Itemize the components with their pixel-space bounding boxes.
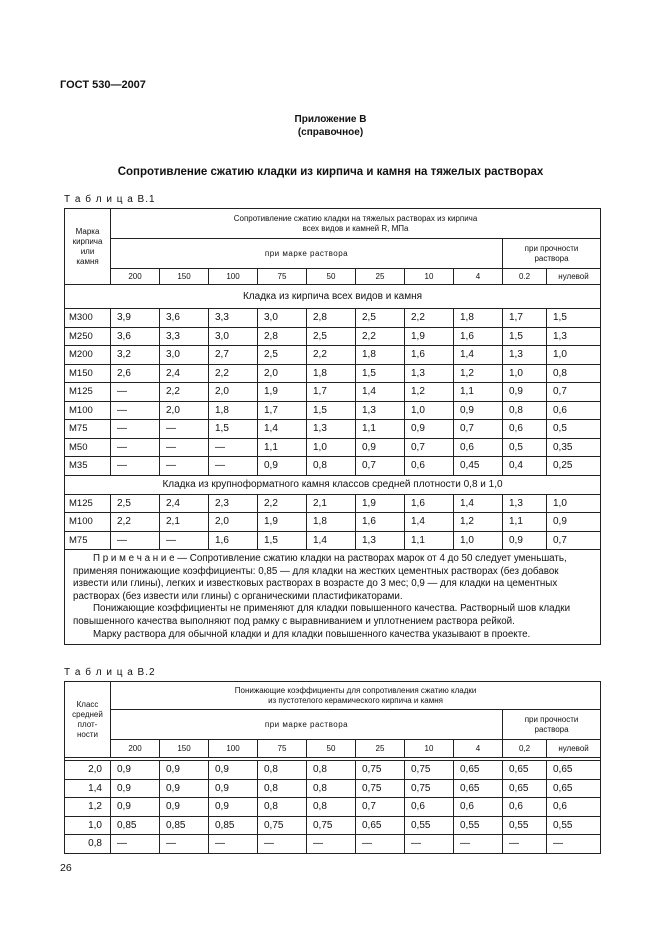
table-cell: 0,9 <box>258 457 307 476</box>
table-cell: 1,3 <box>503 346 547 365</box>
row-label: 1,4 <box>65 779 111 798</box>
table-cell: — <box>111 383 160 402</box>
table-cell: 2,2 <box>160 383 209 402</box>
table-cell: — <box>307 835 356 854</box>
table-cell: 2,2 <box>307 346 356 365</box>
row-label: М50 <box>65 438 111 457</box>
table-cell: 0,8 <box>307 457 356 476</box>
table-cell: 0,4 <box>503 457 547 476</box>
table-cell: 0,5 <box>503 438 547 457</box>
table-cell: 2,0 <box>209 513 258 532</box>
table-cell: 1,5 <box>547 309 601 328</box>
table-cell: 2,5 <box>307 327 356 346</box>
table-cell: 2,2 <box>209 364 258 383</box>
section-title: Сопротивление сжатию кладки из кирпича и камня на тяжелых растворах <box>117 166 544 178</box>
table-cell: 0,25 <box>547 457 601 476</box>
table1-grade-header: 4 <box>454 269 503 285</box>
table-cell: 1,3 <box>356 531 405 550</box>
table-cell: 0,65 <box>547 779 601 798</box>
table-cell: 1,4 <box>454 346 503 365</box>
table-cell: 1,7 <box>307 383 356 402</box>
table-cell: 0,9 <box>209 779 258 798</box>
table-cell: 1,0 <box>307 438 356 457</box>
row-label: М125 <box>65 383 111 402</box>
table-cell: 2,0 <box>258 364 307 383</box>
table-cell: 0,75 <box>356 761 405 780</box>
table-cell: 0,65 <box>454 779 503 798</box>
table-cell: — <box>258 835 307 854</box>
table-cell: 1,8 <box>356 346 405 365</box>
table-cell: 1,0 <box>547 494 601 513</box>
row-label: 1,0 <box>65 816 111 835</box>
table-cell: 1,8 <box>209 401 258 420</box>
table2-grade-header: 4 <box>454 740 503 758</box>
table-cell: 0,6 <box>503 798 547 817</box>
page-number: 26 <box>60 862 72 874</box>
table-cell: 1,5 <box>258 531 307 550</box>
table-cell: 0,8 <box>258 761 307 780</box>
table-cell: 1,4 <box>356 383 405 402</box>
table-cell: 2,2 <box>111 513 160 532</box>
table-cell: 0,9 <box>160 761 209 780</box>
table-cell: 0,55 <box>405 816 454 835</box>
table-row <box>65 346 601 365</box>
table-cell: — <box>405 835 454 854</box>
appendix-subtitle: (справочное) <box>297 127 364 138</box>
row-label: М300 <box>65 309 111 328</box>
table-cell: 1,5 <box>356 364 405 383</box>
table1-note: П р и м е ч а н и е — Сопротивление сжатию кладки на растворах марок от 4 до 50 следует уменьшать, применяя понижающие коэффициенты: 0,85 — для кладки на жестких цементных растворах (без добавок извести или глины), легких и известковых растворах в возрасте до 3 мес; 0,9 — для кладки на цементных растворах (без извести или глины) с органическими пластификаторами. Понижающие коэффициенты не применяют для кладки повышенного качества. Растворный шов кладки повышенного качества выполняют под рамку с выравниванием и уплотнением раствора рейкой. Марку раствора для обычной кладки и для кладки повышенного качества указывают в проекте. <box>65 550 601 645</box>
table1-grade-header: 100 <box>209 269 258 285</box>
table-cell: 3,3 <box>160 327 209 346</box>
table-cell: 3,6 <box>160 309 209 328</box>
table-cell: 0,9 <box>503 531 547 550</box>
table1-grade-header: 200 <box>111 269 160 285</box>
table-cell: 1,5 <box>503 327 547 346</box>
table-cell: 0,6 <box>547 798 601 817</box>
table-cell: 1,5 <box>209 420 258 439</box>
table-cell: 2,4 <box>160 364 209 383</box>
table-cell: — <box>111 835 160 854</box>
table-cell: 0,75 <box>405 761 454 780</box>
table-cell: 1,9 <box>258 513 307 532</box>
table-row <box>65 383 601 402</box>
table-cell: 1,4 <box>258 420 307 439</box>
table-cell: 1,3 <box>547 327 601 346</box>
table-cell: 0,6 <box>454 798 503 817</box>
table-cell: — <box>547 835 601 854</box>
table-cell: 0,9 <box>111 761 160 780</box>
table-cell: 0,8 <box>258 779 307 798</box>
table-cell: 0,35 <box>547 438 601 457</box>
table-cell: — <box>209 438 258 457</box>
table-cell: 0,55 <box>454 816 503 835</box>
table-cell: 3,3 <box>209 309 258 328</box>
table-row <box>65 494 601 513</box>
table-row <box>65 531 601 550</box>
table-cell: 0,9 <box>209 761 258 780</box>
table-cell: 0,45 <box>454 457 503 476</box>
table-row <box>65 364 601 383</box>
table2-grade-header: 10 <box>405 740 454 758</box>
table-cell: 0,5 <box>547 420 601 439</box>
table2-grade-header: 100 <box>209 740 258 758</box>
table-cell: 1,0 <box>503 364 547 383</box>
table-row <box>65 401 601 420</box>
table-cell: — <box>209 835 258 854</box>
table-cell: 1,2 <box>405 383 454 402</box>
table-cell: 0,75 <box>307 816 356 835</box>
table2 <box>64 681 601 854</box>
row-label: М200 <box>65 346 111 365</box>
table-cell: — <box>160 457 209 476</box>
row-label: М125 <box>65 494 111 513</box>
table-cell: 1,8 <box>307 513 356 532</box>
table-cell: 0,7 <box>356 457 405 476</box>
table-row <box>65 816 601 835</box>
table-cell: 1,0 <box>454 531 503 550</box>
table-cell: — <box>160 420 209 439</box>
table1-grade-header: 150 <box>160 269 209 285</box>
table-cell: 0,8 <box>503 401 547 420</box>
table1-group1-title: Кладка из кирпича всех видов и камня <box>65 285 601 309</box>
table-cell: 3,0 <box>160 346 209 365</box>
table-cell: 2,2 <box>405 309 454 328</box>
table-cell: 1,1 <box>405 531 454 550</box>
table-cell: — <box>111 420 160 439</box>
table-cell: 1,2 <box>454 513 503 532</box>
table-cell: 1,1 <box>454 383 503 402</box>
table-cell: 0,65 <box>547 761 601 780</box>
table-cell: 0,9 <box>160 798 209 817</box>
document-id: ГОСТ 530—2007 <box>60 79 146 91</box>
table-cell: 1,1 <box>258 438 307 457</box>
table-cell: 2,7 <box>209 346 258 365</box>
table-cell: 0,7 <box>454 420 503 439</box>
table1-grade-header: 50 <box>307 269 356 285</box>
table-row <box>65 761 601 780</box>
row-label: 0,8 <box>65 835 111 854</box>
table-cell: 0,55 <box>547 816 601 835</box>
table-cell: — <box>111 401 160 420</box>
appendix-title: Приложение В <box>294 114 367 125</box>
table2-grade-header: 75 <box>258 740 307 758</box>
table-cell: 1,6 <box>454 327 503 346</box>
table-cell: 1,3 <box>356 401 405 420</box>
table-cell: 2,5 <box>258 346 307 365</box>
table-cell: 0,85 <box>160 816 209 835</box>
table1-grade-header: 25 <box>356 269 405 285</box>
row-label: М75 <box>65 420 111 439</box>
table-row <box>65 779 601 798</box>
table-cell: 0,9 <box>356 438 405 457</box>
table-cell: 0,6 <box>547 401 601 420</box>
table-cell: 2,3 <box>209 494 258 513</box>
table-cell: 2,5 <box>356 309 405 328</box>
table-cell: 1,6 <box>405 494 454 513</box>
table-cell: 0,75 <box>258 816 307 835</box>
table-cell: 0,8 <box>307 798 356 817</box>
table-cell: 1,5 <box>307 401 356 420</box>
table2-grade-header: 0,2 <box>503 740 547 758</box>
table-cell: 0,75 <box>405 779 454 798</box>
table2-caption: Т а б л и ц а В.2 <box>64 667 156 678</box>
table-cell: 2,1 <box>160 513 209 532</box>
table-cell: 0,9 <box>405 420 454 439</box>
table1-strength-header: при прочности раствора <box>503 239 601 269</box>
table-cell: 0,9 <box>111 798 160 817</box>
table1-group2-title: Кладка из крупноформатного камня классов средней плотности 0,8 и 1,0 <box>65 475 601 494</box>
row-label: М100 <box>65 401 111 420</box>
table2-grade-header: 25 <box>356 740 405 758</box>
table-cell: 0,6 <box>503 420 547 439</box>
row-label: М250 <box>65 327 111 346</box>
table-cell: 0,7 <box>356 798 405 817</box>
table2-grade-header: нулевой <box>547 740 601 758</box>
table-cell: 1,8 <box>307 364 356 383</box>
table1-grade-header: 75 <box>258 269 307 285</box>
table-cell: 2,2 <box>258 494 307 513</box>
table-cell: 2,8 <box>258 327 307 346</box>
table-cell: — <box>111 531 160 550</box>
table-cell: 1,9 <box>405 327 454 346</box>
table-cell: 0,7 <box>547 531 601 550</box>
table-cell: 1,4 <box>454 494 503 513</box>
table-row <box>65 798 601 817</box>
table-cell: 0,6 <box>405 798 454 817</box>
table-cell: 1,6 <box>356 513 405 532</box>
table-cell: 3,0 <box>258 309 307 328</box>
table2-grade-header: 50 <box>307 740 356 758</box>
table-cell: 1,9 <box>258 383 307 402</box>
table1-main-header: Сопротивление сжатию кладки на тяжелых растворах из кирпича всех видов и камней R, МПа <box>111 209 601 239</box>
table-row <box>65 835 601 854</box>
table2-mortar-header: при марке раствора <box>111 710 503 740</box>
table-cell: 0,85 <box>209 816 258 835</box>
table-cell: 0,65 <box>503 761 547 780</box>
table2-main-header: Понижающие коэффициенты для сопротивления сжатию кладки из пустотелого керамического кирпича и камня <box>111 682 601 710</box>
table-cell: 2,0 <box>209 383 258 402</box>
table-cell: 1,4 <box>405 513 454 532</box>
row-label: М150 <box>65 364 111 383</box>
table-cell: 0,9 <box>209 798 258 817</box>
table-cell: — <box>356 835 405 854</box>
table-cell: 1,7 <box>258 401 307 420</box>
table1-grade-header: нулевой <box>547 269 601 285</box>
table1-col0-header: Марка кирпича или камня <box>65 209 111 285</box>
table-cell: 1,1 <box>356 420 405 439</box>
table-cell: 0,8 <box>307 779 356 798</box>
table-cell: — <box>503 835 547 854</box>
row-label: М35 <box>65 457 111 476</box>
table-cell: 1,2 <box>454 364 503 383</box>
table-cell: 0,65 <box>356 816 405 835</box>
table-cell: 3,0 <box>209 327 258 346</box>
table-cell: 3,9 <box>111 309 160 328</box>
table1-caption: Т а б л и ц а В.1 <box>64 194 156 205</box>
row-label: 1,2 <box>65 798 111 817</box>
table-cell: 0,8 <box>258 798 307 817</box>
table1-mortar-header: при марке раствора <box>111 239 503 269</box>
table1-grade-header: 0.2 <box>503 269 547 285</box>
table-cell: 1,4 <box>307 531 356 550</box>
table-cell: — <box>160 835 209 854</box>
table-cell: 0,9 <box>503 383 547 402</box>
table-cell: 1,6 <box>209 531 258 550</box>
table-cell: — <box>454 835 503 854</box>
row-label: 2,0 <box>65 761 111 780</box>
row-label: М100 <box>65 513 111 532</box>
table-cell: 0,65 <box>503 779 547 798</box>
table-cell: 2,8 <box>307 309 356 328</box>
table-cell: 1,8 <box>454 309 503 328</box>
table-cell: 0,7 <box>547 383 601 402</box>
table-cell: 0,9 <box>111 779 160 798</box>
table2-grade-header: 150 <box>160 740 209 758</box>
table2-grade-header: 200 <box>111 740 160 758</box>
table-cell: 1,3 <box>307 420 356 439</box>
table-row <box>65 327 601 346</box>
table-row <box>65 420 601 439</box>
table-cell: 1,1 <box>503 513 547 532</box>
table-cell: 0,7 <box>405 438 454 457</box>
table-row <box>65 438 601 457</box>
table-cell: 1,6 <box>405 346 454 365</box>
table-cell: 0,9 <box>160 779 209 798</box>
table-cell: 0,6 <box>405 457 454 476</box>
table1-grade-header: 10 <box>405 269 454 285</box>
table-cell: 0,8 <box>307 761 356 780</box>
table-cell: 0,85 <box>111 816 160 835</box>
table-cell: 0,55 <box>503 816 547 835</box>
table-cell: 0,6 <box>454 438 503 457</box>
table-cell: 0,9 <box>547 513 601 532</box>
table1 <box>64 208 601 645</box>
table-cell: 2,6 <box>111 364 160 383</box>
table-cell: — <box>160 531 209 550</box>
table-cell: 1,7 <box>503 309 547 328</box>
table-row <box>65 513 601 532</box>
table-cell: 3,6 <box>111 327 160 346</box>
table-row <box>65 457 601 476</box>
table-cell: 1,3 <box>405 364 454 383</box>
table-cell: 2,5 <box>111 494 160 513</box>
table-cell: — <box>111 438 160 457</box>
table-cell: 0,8 <box>547 364 601 383</box>
table-cell: — <box>209 457 258 476</box>
table-cell: 2,4 <box>160 494 209 513</box>
table-cell: 0,75 <box>356 779 405 798</box>
table-cell: 1,9 <box>356 494 405 513</box>
table-cell: 1,0 <box>547 346 601 365</box>
table-cell: 1,0 <box>405 401 454 420</box>
table-cell: 2,2 <box>356 327 405 346</box>
table-cell: 0,65 <box>454 761 503 780</box>
table-cell: — <box>111 457 160 476</box>
table-cell: 2,0 <box>160 401 209 420</box>
table-cell: 0,9 <box>454 401 503 420</box>
table-cell: 1,3 <box>503 494 547 513</box>
table-row <box>65 309 601 328</box>
table-cell: 2,1 <box>307 494 356 513</box>
table-cell: 3,2 <box>111 346 160 365</box>
table-cell: — <box>160 438 209 457</box>
table2-strength-header: при прочности раствора <box>503 710 601 740</box>
row-label: М75 <box>65 531 111 550</box>
table2-col0-header: Класс средней плот- ности <box>65 682 111 758</box>
